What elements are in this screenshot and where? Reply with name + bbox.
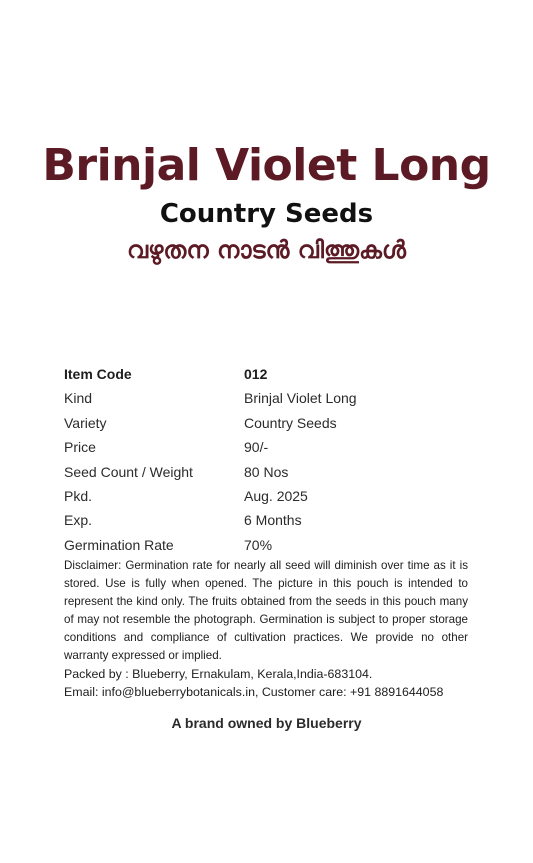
spec-label: Exp.: [64, 512, 93, 529]
spec-value: 012: [244, 366, 268, 382]
packer-info: [64, 666, 484, 701]
contact-line: Email: info@blueberrybotanicals.in, Customer care: +91 8891644058: [64, 684, 444, 699]
spec-row-price: [64, 435, 484, 459]
spec-row-seed-count: [64, 460, 484, 484]
packed-by-line: Packed by : Blueberry, Ernakulam, Kerala,India-683104.: [64, 667, 373, 681]
spec-value: Brinjal Violet Long: [244, 390, 357, 407]
spec-value: 90/-: [244, 439, 269, 456]
brand-line: A brand owned by Blueberry: [171, 715, 362, 731]
spec-label: Item Code: [64, 366, 132, 382]
spec-value: 6 Months: [244, 512, 302, 529]
disclaimer-text: Disclaimer: Germination rate for nearly all seed will diminish over time as it is stored. Use is fully when opened. The picture in this pouch is intended to represent the kind only. The fruits obtained from the seeds in this pouch many of may not resemble the photograph. Germination is subject to proper storage conditions and compliance of cultivation practices. We provide no other warranty expressed or implied.: [64, 559, 468, 663]
spec-row-expiry: [64, 508, 484, 532]
spec-row-packed-date: [64, 484, 484, 508]
spec-label: Kind: [64, 390, 93, 407]
spec-table: [64, 362, 484, 557]
spec-row-item-code: [64, 362, 484, 386]
spec-label: Pkd.: [64, 487, 93, 504]
spec-value: Aug. 2025: [244, 487, 308, 504]
spec-label: Seed Count / Weight: [64, 463, 193, 480]
spec-row-germination-rate: [64, 533, 484, 557]
spec-value: 80 Nos: [244, 463, 289, 480]
spec-row-kind: [64, 386, 484, 410]
product-title: Brinjal Violet Long: [42, 140, 491, 191]
spec-label: Germination Rate: [64, 536, 174, 553]
spec-value: Country Seeds: [244, 414, 337, 431]
product-subtitle: Country Seeds: [159, 199, 374, 229]
malayalam-title: വഴുതന നാടൻ വിത്തുകൾ: [126, 236, 407, 264]
spec-row-variety: [64, 411, 484, 435]
spec-label: Price: [64, 439, 96, 456]
spec-value: 70%: [244, 536, 273, 553]
spec-label: Variety: [64, 414, 107, 431]
